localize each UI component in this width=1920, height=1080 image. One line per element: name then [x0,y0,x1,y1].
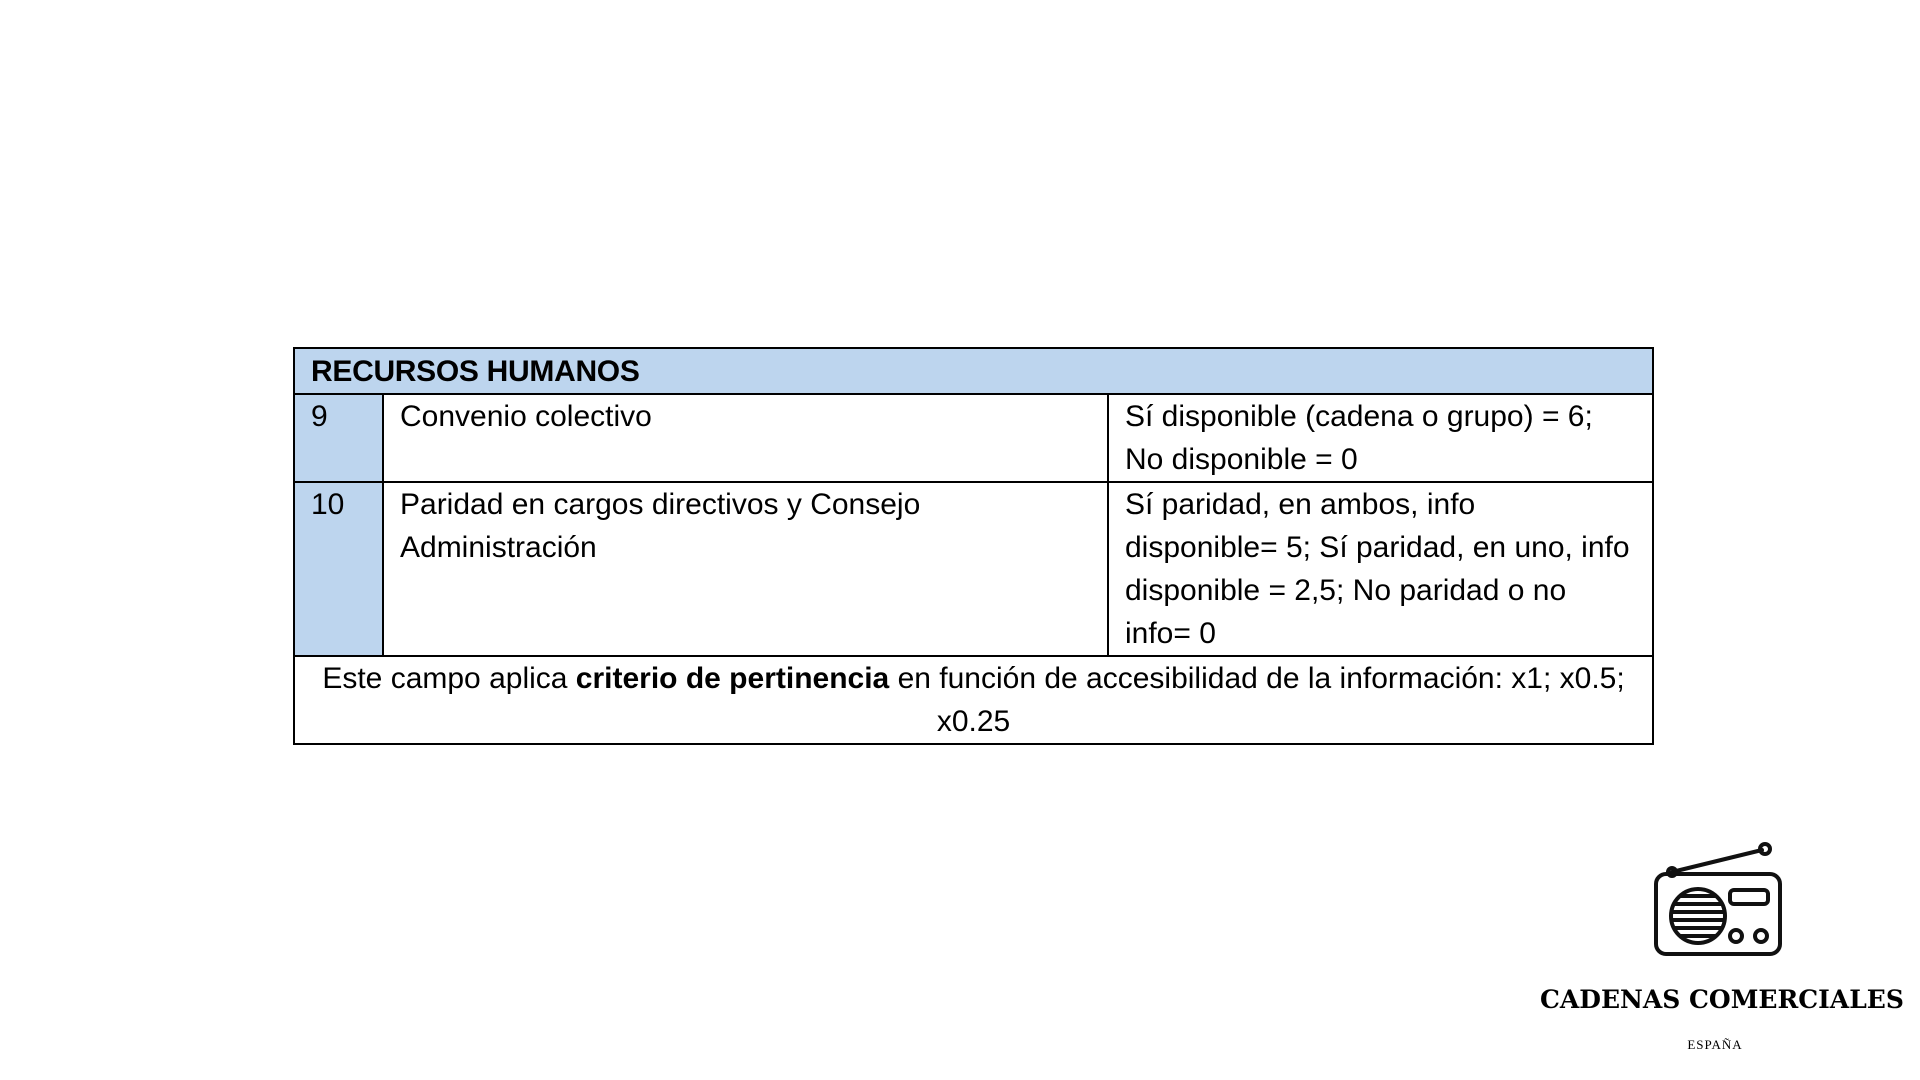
criterion-cell: Paridad en cargos directivos y Consejo Administración [383,482,1108,656]
table-footer-row [294,656,1653,744]
criterion-cell: Convenio colectivo [383,394,1108,482]
brand-country: ESPAÑA [1687,1037,1743,1052]
scoring-cell: Sí disponible (cadena o grupo) = 6; No disponible = 0 [1108,394,1653,482]
table-header-row [294,348,1653,394]
table-row [294,394,1653,482]
criteria-table [293,347,1654,745]
brand-name: CADENAS COMERCIALES [1540,985,1904,1014]
row-number: 10 [294,482,383,656]
brand-logo [1540,838,1904,1058]
scoring-cell: Sí paridad, en ambos, info disponible= 5; Sí paridad, en uno, info disponible = 2,5; No paridad o no info= 0 [1108,482,1653,656]
footer-prefix: Este campo aplica [322,662,576,695]
radio-icon [1650,838,1786,958]
row-number: 9 [294,394,383,482]
footer-note [294,656,1653,744]
footer-bold: criterio de pertinencia [575,662,890,695]
table-row [294,482,1653,656]
footer-suffix: en función de accesibilidad de la información: x1; x0.5; x0.25 [889,662,1625,738]
section-title: RECURSOS HUMANOS [294,348,1653,394]
